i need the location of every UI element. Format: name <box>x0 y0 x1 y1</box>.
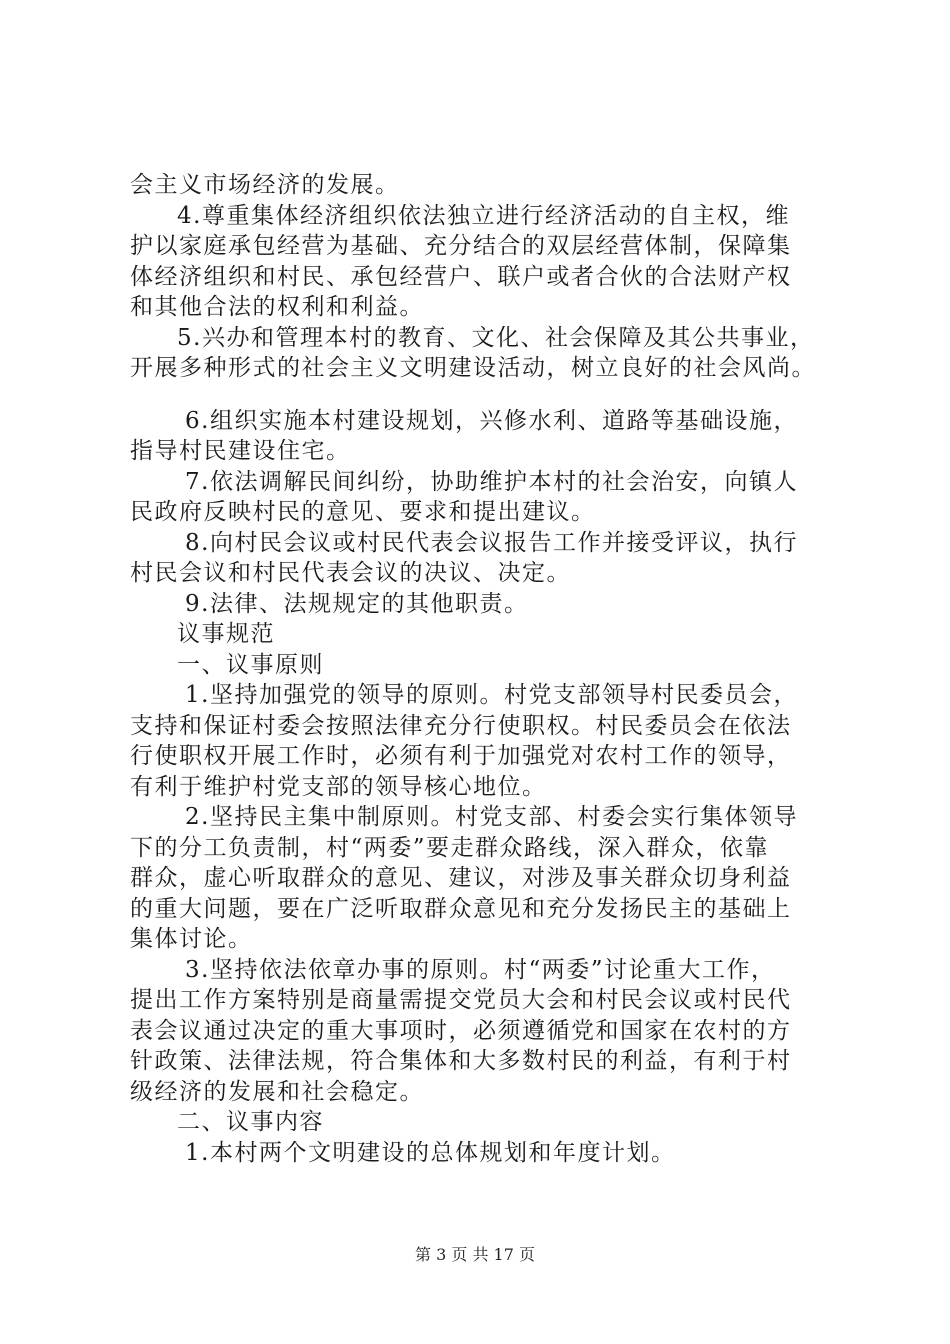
text-line: 6.组织实施本村建设规划，兴修水利、道路等基础设施， <box>185 407 798 434</box>
text-line: 3.坚持依法依章办事的原则。村“两委”讨论重大工作， <box>185 956 776 983</box>
text-line: 9.法律、法规规定的其他职责。 <box>185 590 529 617</box>
text-line: 开展多种形式的社会主义文明建设活动，树立良好的社会风尚。 <box>130 355 816 381</box>
text-line: 的重大问题，要在广泛听取群众意见和充分发扬民主的基础上 <box>130 895 792 922</box>
text-line: 2.坚持民主集中制原则。村党支部、村委会实行集体领导 <box>185 804 798 830</box>
text-line: 民政府反映村民的意见、要求和提出建议。 <box>130 499 596 525</box>
text-line: 级经济的发展和社会稳定。 <box>130 1078 424 1105</box>
text-line: 护以家庭承包经营为基础、充分结合的双层经营体制，保障集 <box>130 233 792 259</box>
text-line: 下的分工负责制，村“两委”要走群众路线，深入群众，依靠 <box>130 834 770 861</box>
subsection-heading: 二、议事内容 <box>177 1109 324 1135</box>
text-line: 提出工作方案特别是商量需提交党员大会和村民会议或村民代 <box>130 987 792 1013</box>
text-line: 8.向村民会议或村民代表会议报告工作并接受评议，执行 <box>185 529 798 556</box>
text-line: 村民会议和村民代表会议的决议、决定。 <box>130 560 571 586</box>
subsection-heading: 一、议事原则 <box>177 651 324 678</box>
text-line: 体经济组织和村民、承包经营户、联户或者合伙的合法财产权 <box>130 263 792 290</box>
text-line: 有利于维护村党支部的领导核心地位。 <box>130 773 547 800</box>
text-line: 指导村民建设住宅。 <box>130 438 351 464</box>
text-line: 会主义市场经济的发展。 <box>130 172 400 198</box>
text-line: 5.兴办和管理本村的教育、文化、社会保障及其公共事业， <box>177 324 815 351</box>
page-footer: 第 3 页 共 17 页 <box>415 1245 535 1264</box>
text-line: 1.坚持加强党的领导的原则。村党支部领导村民委员会， <box>185 682 798 708</box>
text-line: 支持和保证村委会按照法律充分行使职权。村民委员会在依法 <box>130 712 792 739</box>
text-line: 和其他合法的权利和利益。 <box>130 294 424 320</box>
text-line: 行使职权开展工作时，必须有利于加强党对农村工作的领导， <box>130 743 792 769</box>
text-line: 针政策、法律法规，符合集体和大多数村民的利益，有利于村 <box>130 1048 792 1074</box>
text-line: 表会议通过决定的重大事项时，必须遵循党和国家在农村的方 <box>130 1017 792 1044</box>
text-line: 7.依法调解民间纠纷，协助维护本村的社会治安，向镇人 <box>185 468 798 495</box>
text-line: 群众，虚心听取群众的意见、建议，对涉及事关群众切身利益 <box>130 865 792 891</box>
text-line: 1.本村两个文明建设的总体规划和年度计划。 <box>185 1139 676 1166</box>
section-heading: 议事规范 <box>177 621 275 647</box>
text-line: 4.尊重集体经济组织依法独立进行经济活动的自主权，维 <box>177 202 790 229</box>
text-line: 集体讨论。 <box>130 926 253 952</box>
document-body <box>130 170 836 1168</box>
